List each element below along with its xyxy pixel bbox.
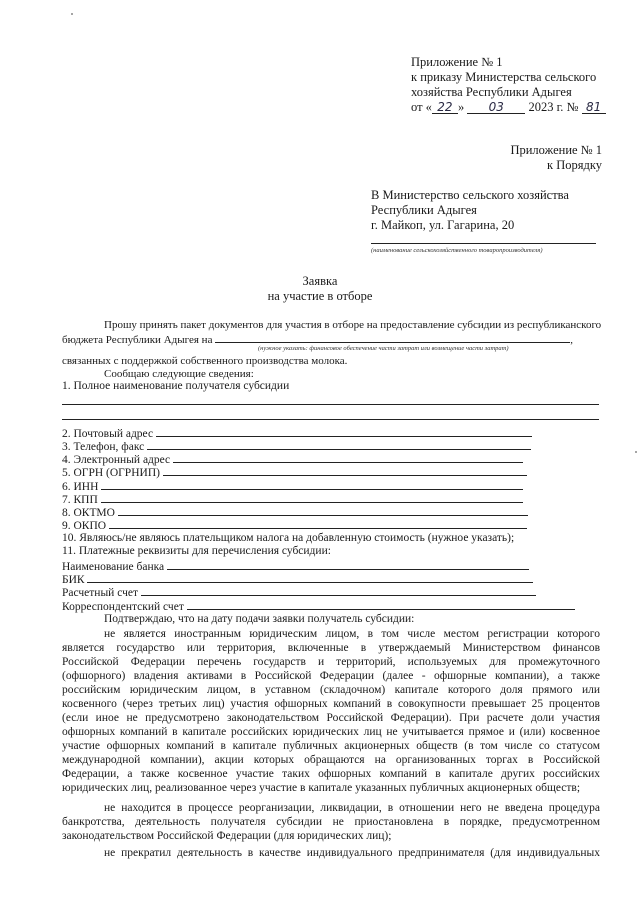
account-label: Расчетный счет bbox=[62, 587, 138, 599]
postal-address-label: 2. Почтовый адрес bbox=[62, 428, 154, 440]
title-line-1: Заявка bbox=[302, 274, 338, 288]
date-year: 2023 г. № bbox=[528, 100, 579, 114]
p1-line-8: офшорных компаний в капитале российских юридических лиц не учитывается прямое и (или) косвенное bbox=[62, 726, 600, 738]
p1-line-5: российским юридическим лицом, в уставном (складочном) капитале которого доля прямого или bbox=[62, 684, 600, 696]
date-month-handwritten: 03 bbox=[467, 100, 525, 114]
kpp-input[interactable] bbox=[101, 491, 523, 503]
addressee-line-2: Республики Адыгея bbox=[371, 203, 477, 217]
appendix-procedure-line: к Порядку bbox=[547, 158, 602, 172]
postal-address-input[interactable] bbox=[156, 425, 532, 437]
p1-line-4: (офшорного) владения активами в Российской Федерации (далее - офшорные компании), а также bbox=[62, 670, 600, 682]
appendix-procedure-title: Приложение № 1 bbox=[510, 143, 602, 157]
intro-line-4: Сообщаю следующие сведения: bbox=[104, 368, 254, 380]
account-input[interactable] bbox=[141, 584, 536, 596]
addressee-signature-line bbox=[371, 243, 596, 244]
order-number-handwritten: 81 bbox=[582, 100, 606, 114]
bik-label: БИК bbox=[62, 574, 85, 586]
addressee-line-1: В Министерство сельского хозяйства bbox=[371, 188, 569, 202]
addressee-line-3: г. Майкоп, ул. Гагарина, 20 bbox=[371, 218, 515, 232]
full-name-input-line-1[interactable] bbox=[62, 404, 599, 405]
p1-line-2: является государство или территория, включенные в утверждаемый Министерством финансов bbox=[62, 642, 600, 654]
p1-line-1: не является иностранным юридическим лицом, в том числе местом регистрации которого bbox=[104, 628, 600, 640]
appendix-ministry-line: хозяйства Республики Адыгея bbox=[411, 85, 572, 99]
kpp-label: 7. КПП bbox=[62, 494, 98, 506]
appendix-title: Приложение № 1 bbox=[411, 55, 503, 69]
date-day-handwritten: 22 bbox=[432, 100, 458, 114]
ogrn-label: 5. ОГРН (ОГРНИП) bbox=[62, 467, 160, 479]
confirm-line: Подтверждаю, что на дату подачи заявки получатель субсидии: bbox=[104, 613, 415, 625]
corr-account-label: Корреспондентский счет bbox=[62, 601, 184, 613]
oktmo-input[interactable] bbox=[118, 504, 528, 516]
p2-line-2: банкротства, деятельность получателя субсидии не приостановлена в порядке, предусмотренном bbox=[62, 816, 600, 828]
p1-line-12: юридических лиц, реализованное через участие в капитале указанных публичных акционерных обществ; bbox=[62, 782, 581, 794]
scan-dot bbox=[71, 13, 73, 15]
full-name-input-line-2[interactable] bbox=[62, 419, 599, 420]
okpo-label: 9. ОКПО bbox=[62, 520, 107, 532]
intro-line-2-text: бюджета Республики Адыгея на bbox=[62, 334, 213, 346]
date-prefix: от « bbox=[411, 100, 432, 114]
phone-fax-label: 3. Телефон, факс bbox=[62, 441, 145, 453]
intro-line-2-comma: , bbox=[570, 334, 573, 346]
field-vat-status: 10. Являюсь/не являюсь плательщиком налога на добавленную стоимость (нужное указать); bbox=[62, 532, 515, 544]
ogrn-input[interactable] bbox=[163, 464, 527, 476]
appendix-order-line: к приказу Министерства сельского bbox=[411, 70, 597, 84]
p1-line-10: международной компании), акции которых обращаются на организованных торгах в Российской bbox=[62, 754, 600, 766]
field-full-name-label: 1. Полное наименование получателя субсидии bbox=[62, 380, 290, 392]
oktmo-label: 8. ОКТМО bbox=[62, 507, 115, 519]
inn-label: 6. ИНН bbox=[62, 481, 99, 493]
okpo-input[interactable] bbox=[109, 517, 527, 529]
p2-line-1: не находится в процессе реорганизации, ликвидации, в отношении него не введена процедура bbox=[104, 802, 600, 814]
bik-input[interactable] bbox=[87, 571, 533, 583]
email-label: 4. Электронный адрес bbox=[62, 454, 171, 466]
bank-name-label: Наименование банка bbox=[62, 561, 165, 573]
p1-line-7: (если иное не предусмотрено законодательством Российской Федерации). При расчете доли участия bbox=[62, 712, 600, 724]
date-mid: » bbox=[457, 100, 465, 114]
corr-account-input[interactable] bbox=[187, 598, 575, 610]
intro-line-3: связанных с поддержкой собственного производства молока. bbox=[62, 355, 348, 367]
p1-line-3: Российской Федерации перечень государств и территорий, используемых для промежуточного bbox=[62, 656, 600, 668]
addressee-caption: (наименование сельскохозяйственного товаропроизводителя) bbox=[371, 247, 543, 254]
title-line-2: на участие в отборе bbox=[267, 289, 373, 303]
phone-fax-input[interactable] bbox=[147, 438, 531, 450]
subsidy-purpose-caption: (нужное указать: финансовое обеспечение части затрат или возмещение части затрат) bbox=[258, 345, 509, 352]
p3-line-1: не прекратил деятельность в качестве индивидуального предпринимателя (для индивидуальных bbox=[104, 847, 600, 859]
p1-line-6: косвенного (через третьих лиц) участия офшорных компаний в совокупности превышает 25 процентов bbox=[62, 698, 600, 710]
inn-input[interactable] bbox=[101, 478, 523, 490]
intro-line-1: Прошу принять пакет документов для участия в отборе на предоставление субсидии из республиканского bbox=[104, 319, 602, 331]
field-payment-details: 11. Платежные реквизиты для перечисления субсидии: bbox=[62, 545, 331, 557]
subsidy-purpose-field[interactable] bbox=[215, 331, 570, 343]
email-input[interactable] bbox=[173, 451, 523, 463]
p1-line-11: Федерации, а также косвенное участие таких офшорных компаний в капитале других российских bbox=[62, 768, 600, 780]
p1-line-9: участие офшорных компаний в капитале публичных акционерных обществ (в том числе со статусом bbox=[62, 740, 600, 752]
scan-dot bbox=[635, 451, 637, 453]
bank-name-input[interactable] bbox=[167, 558, 529, 570]
appendix-date-line bbox=[411, 100, 606, 115]
p2-line-3: законодательством Российской Федерации (для юридических лиц); bbox=[62, 830, 392, 842]
